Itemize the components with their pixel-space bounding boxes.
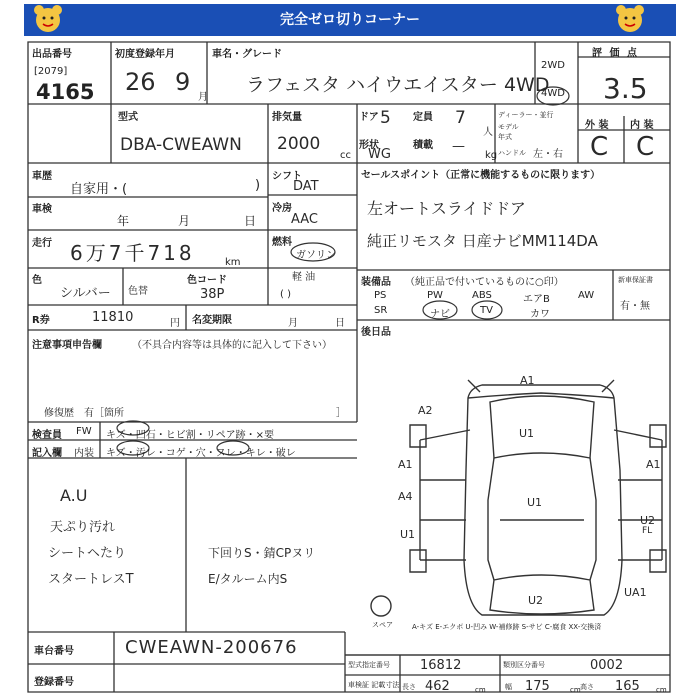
note-line-6: E/タルーム内S: [208, 572, 288, 586]
mark-u1-roof: U1: [519, 427, 535, 440]
equipment-label: 装備品: [361, 277, 391, 288]
equip-tv: TV: [480, 305, 493, 316]
dims-label: 車検証 記載寸法: [348, 681, 400, 689]
mark-a1-left: A1: [398, 458, 413, 471]
first-reg-month: 9: [175, 68, 191, 96]
chassis-label: 車台番号: [34, 646, 74, 657]
note-line-1: A.U: [60, 486, 88, 505]
mark-a2: A2: [418, 404, 433, 417]
first-reg-label: 初度登録年月: [115, 49, 175, 60]
color-value: シルバー: [60, 286, 111, 301]
capacity-label: 定員: [413, 112, 433, 123]
dims-wid-label: 幅: [505, 683, 512, 691]
vehicle-diagram: [371, 380, 666, 616]
mileage-unit: km: [225, 257, 241, 268]
notes-label: 注意事項申告欄: [32, 340, 102, 351]
mark-a1-right: A1: [646, 458, 661, 471]
score-value: 3.5: [603, 72, 648, 105]
car-name-value: ラフェスタ ハイウエイスター 4WD: [246, 74, 550, 96]
name-change-month: 月: [288, 318, 298, 329]
handle-label: ハンドル: [498, 149, 526, 157]
damage-legend: A-キズ E-エクボ U-凹み W-補修跡 S-サビ C-腐食 XX-交換済: [412, 623, 602, 631]
drive-4wd: 4WD: [541, 88, 565, 99]
fw-items: キズ・凹石・ヒビ割・リペア跡・×要: [106, 430, 274, 441]
mark-u1-center: U1: [527, 496, 543, 509]
fuel-opt1: ガソリン: [296, 250, 336, 261]
dims-len: 462: [425, 679, 450, 694]
equip-aw: AW: [578, 290, 595, 301]
mark-a1-top: A1: [520, 374, 535, 387]
fuel-label: 燃料: [272, 237, 292, 248]
type-no-label: 型式指定番号: [348, 661, 390, 669]
displacement-label: 排気量: [272, 112, 302, 123]
lot-number: 4165: [36, 80, 95, 104]
note-line-3: シートヘたり: [48, 546, 127, 561]
first-reg-month-unit: 月: [198, 92, 208, 103]
doors-label: ドア: [359, 112, 379, 123]
color-code: 38P: [200, 287, 225, 302]
shift-label: シフト: [272, 171, 302, 182]
dims-hgt-unit: cm: [656, 686, 667, 694]
dims-len-label: 長さ: [402, 683, 416, 691]
grade-int: C: [636, 132, 655, 162]
capacity-unit: 人: [483, 127, 493, 138]
int-label: 内装: [74, 448, 94, 459]
mascot-right-icon: [610, 5, 650, 35]
sales-label: セールスポイント（正常に機能するものに限ります）: [361, 170, 601, 181]
dims-len-unit: cm: [475, 686, 486, 694]
first-reg-year: 26: [125, 68, 156, 96]
doors-value: 5: [380, 108, 391, 128]
warranty-label: 新車保証書: [618, 276, 653, 284]
reg-label: 登録番号: [34, 677, 74, 688]
note-line-5: 下回りS・錆CPヌリ: [208, 546, 316, 560]
recycle-unit: 円: [170, 318, 180, 329]
sales-line-1: 左オートスライドドア: [367, 199, 526, 218]
mark-ua1: UA1: [624, 586, 647, 599]
model-label: 型式: [118, 112, 138, 123]
equip-sr: SR: [374, 305, 388, 316]
banner-title: 完全ゼロ切りコーナー: [280, 12, 420, 28]
rear-items-label: 後日品: [361, 327, 391, 338]
mileage-label: 走行: [32, 238, 52, 249]
usage-value: 自家用・(: [70, 182, 128, 197]
repair-bracket: ］: [336, 408, 346, 419]
note-line-2: 天ぷり汚れ: [50, 520, 116, 535]
ac-label: 冷房: [272, 203, 292, 214]
name-change-label: 名変期限: [192, 315, 232, 326]
shift-value: DAT: [293, 179, 319, 194]
body-type-label: 形状: [359, 140, 379, 151]
repair-label: 修復歴 有［箇所: [44, 408, 124, 419]
lot-label: 出品番号: [32, 49, 72, 60]
dims-hgt-label: 高さ: [580, 683, 594, 691]
inspection-label: 車検: [32, 204, 52, 215]
inspector-label-1: 検査員: [32, 430, 62, 441]
equip-pw: PW: [427, 290, 443, 301]
int-items: キズ・汚レ・コゲ・穴・ヌレ・キレ・破レ: [106, 448, 296, 459]
dealer-line1: ディーラー・並行: [498, 111, 554, 119]
grade-ext: C: [590, 132, 609, 162]
equip-navi: ナビ: [430, 309, 450, 320]
inspection-month-unit: 月: [178, 214, 191, 228]
dims-hgt: 165: [615, 679, 640, 694]
name-change-day: 日: [335, 318, 345, 329]
inspection-day-unit: 日: [244, 214, 257, 228]
fw-label: FW: [76, 426, 92, 437]
capacity-value: 7: [455, 108, 466, 128]
sales-line-2: 純正リモスタ 日産ナビMM114DA: [367, 232, 598, 250]
body-type-value: WG: [368, 147, 391, 162]
spare-label: スペア: [372, 621, 393, 629]
color-change-label: 色替: [128, 286, 148, 297]
score-label: 評 価 点: [592, 48, 639, 59]
car-name-label: 車名・グレード: [212, 49, 282, 60]
handle-opts: 左・右: [533, 149, 563, 160]
drive-2wd: 2WD: [541, 60, 565, 71]
usage-label: 車歴: [32, 171, 52, 182]
equipment-note: （純正品で付いているものに○印）: [405, 277, 564, 288]
ac-value: AAC: [291, 212, 318, 227]
fuel-paren: ( ): [280, 289, 291, 300]
notes-hint: （不具合内容等は具体的に記入して下さい）: [132, 340, 332, 351]
equip-leather: カワ: [530, 309, 550, 320]
mark-u2-right: U2: [640, 514, 656, 527]
usage-paren-close: ): [255, 178, 261, 193]
recycle-value: 11810: [92, 310, 134, 325]
warranty-value: 有・無: [620, 301, 650, 312]
mark-fl: FL: [642, 526, 653, 536]
dims-wid: 175: [525, 679, 550, 694]
color-code-label: 色コード: [187, 275, 227, 286]
mark-u1-left: U1: [400, 528, 416, 541]
load-value: —: [452, 139, 465, 154]
dealer-line2: モデル: [498, 123, 519, 131]
dims-wid-unit: cm: [570, 686, 581, 694]
class-no-value: 0002: [590, 658, 624, 673]
recycle-label: R券: [32, 315, 50, 326]
grade-ext-label: 外 装: [585, 120, 609, 131]
dealer-line3: 年式: [498, 133, 512, 141]
fuel-opt2: 軽 油: [292, 272, 316, 283]
mark-a4: A4: [398, 490, 413, 503]
load-label: 積載: [413, 140, 433, 151]
grade-int-label: 内 装: [630, 120, 654, 131]
inspector-label-2: 記入欄: [32, 448, 62, 459]
load-unit: kg: [485, 150, 498, 161]
displacement-unit: cc: [340, 150, 351, 161]
equip-abs: ABS: [472, 290, 492, 301]
chassis-value: CWEAWN-200676: [125, 637, 298, 658]
equip-ps: PS: [374, 290, 387, 301]
lot-sub: [2079]: [34, 66, 68, 77]
color-label: 色: [32, 275, 42, 286]
equip-airbag: エアB: [523, 294, 550, 305]
class-no-label: 類別区分番号: [503, 661, 545, 669]
displacement-value: 2000: [277, 134, 321, 154]
model-value: DBA-CWEAWN: [120, 135, 242, 155]
inspection-year-unit: 年: [117, 214, 130, 228]
mark-u2-bottom: U2: [528, 594, 544, 607]
note-line-4: スタートレスT: [48, 572, 134, 587]
mileage-value: 6万7千718: [70, 241, 195, 265]
type-no-value: 16812: [420, 658, 462, 673]
